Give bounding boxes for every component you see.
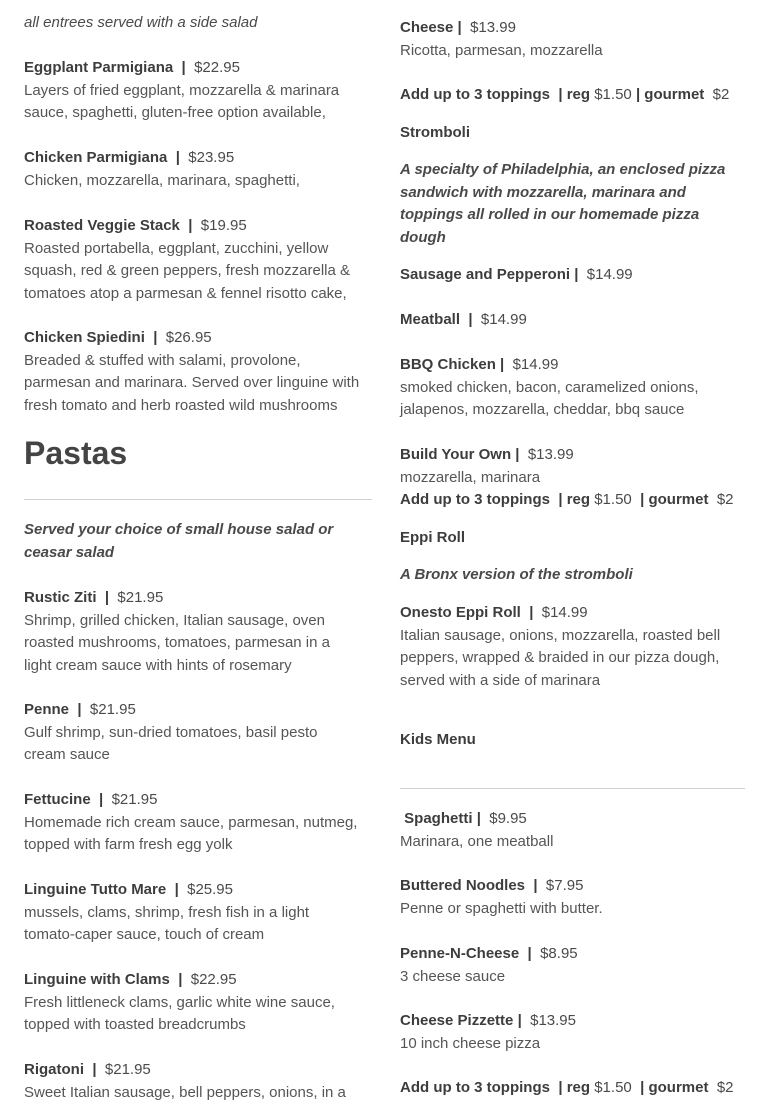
- item-name: Onesto Eppi Roll: [400, 604, 521, 621]
- item-desc-line: Marinara, one meatball: [400, 831, 745, 854]
- gourmet-price: $2: [713, 86, 730, 103]
- menu-item: [400, 17, 745, 62]
- menu-item: [400, 808, 745, 853]
- eppi-heading: Eppi Roll: [400, 527, 745, 550]
- item-name: Rigatoni: [24, 1061, 84, 1078]
- item-name: Penne: [24, 701, 69, 718]
- separator: |: [105, 589, 109, 606]
- item-name: Chicken Parmigiana: [24, 149, 167, 166]
- section-divider: [400, 788, 745, 789]
- item-desc-line: Sweet Italian sausage, bell peppers, onions, in a: [24, 1082, 372, 1104]
- separator: |: [533, 877, 537, 894]
- item-desc-line: Layers of fried eggplant, mozzarella & marinara: [24, 80, 372, 103]
- pastas-note: [24, 519, 372, 564]
- toppings-line: [400, 84, 745, 107]
- item-price: $7.95: [546, 877, 584, 894]
- item-name: Rustic Ziti: [24, 589, 97, 606]
- toppings-label: Add up to 3 toppings: [400, 1079, 550, 1096]
- menu-item: [24, 587, 372, 677]
- item-desc-line: topped with toasted breadcrumbs: [24, 1014, 372, 1037]
- separator: |: [458, 19, 462, 36]
- item-desc-line: Shrimp, grilled chicken, Italian sausage, oven: [24, 610, 372, 633]
- item-price: $9.95: [489, 810, 527, 827]
- item-name: Roasted Veggie Stack: [24, 217, 180, 234]
- item-desc-line: peppers, wrapped & braided in our pizza dough,: [400, 647, 745, 670]
- item-name: Eggplant Parmigiana: [24, 59, 173, 76]
- item-desc-line: Penne or spaghetti with butter.: [400, 898, 745, 921]
- separator: |: [92, 1061, 96, 1078]
- menu-item: [24, 1059, 372, 1104]
- item-name: Chicken Spiedini: [24, 329, 145, 346]
- gourmet-price: $2: [717, 491, 734, 508]
- item-desc-line: cream sauce: [24, 744, 372, 767]
- reg-price: $1.50: [594, 491, 632, 508]
- menu-item: [24, 789, 372, 857]
- menu-item: [24, 969, 372, 1037]
- item-desc-line: 10 inch cheese pizza: [400, 1033, 745, 1056]
- item-price: $14.99: [542, 604, 588, 621]
- item-price: $14.99: [587, 266, 633, 283]
- item-desc-line: mozzarella, marinara: [400, 467, 745, 490]
- separator: |: [477, 810, 481, 827]
- separator: |: [188, 217, 192, 234]
- item-price: $21.95: [105, 1061, 151, 1078]
- item-desc-line: Ricotta, parmesan, mozzarella: [400, 40, 745, 63]
- item-price: $14.99: [481, 311, 527, 328]
- separator: |: [77, 701, 81, 718]
- menu-item: [400, 943, 745, 988]
- item-price: $21.95: [112, 791, 158, 808]
- menu-item: [400, 354, 745, 422]
- reg-label: | reg: [558, 491, 590, 508]
- menu-item: [24, 215, 372, 305]
- item-desc-line: light cream sauce with hints of rosemary: [24, 655, 372, 678]
- item-desc-line: Breaded & stuffed with salami, provolone,: [24, 350, 372, 373]
- item-desc-line: Fresh littleneck clams, garlic white wine sauce,: [24, 992, 372, 1015]
- toppings-label: Add up to 3 toppings: [400, 491, 550, 508]
- item-name: Cheese: [400, 19, 453, 36]
- item-price: $21.95: [90, 701, 136, 718]
- entrees-intro: all entrees served with a side salad: [24, 12, 372, 35]
- menu-item: [24, 699, 372, 767]
- reg-label: | reg: [558, 1079, 590, 1096]
- item-price: $14.99: [513, 356, 559, 373]
- stromboli-note: [400, 159, 745, 249]
- gourmet-label: | gourmet: [640, 1079, 708, 1096]
- note-line: Served your choice of small house salad or: [24, 519, 372, 542]
- item-desc-line: Roasted portabella, eggplant, zucchini, yellow: [24, 238, 372, 261]
- gourmet-label: | gourmet: [640, 491, 708, 508]
- item-price: $22.95: [191, 971, 237, 988]
- separator: |: [518, 1012, 522, 1029]
- item-desc-line: parmesan and marinara. Served over linguine with: [24, 372, 372, 395]
- toppings-label: Add up to 3 toppings: [400, 86, 550, 103]
- pastas-heading: Pastas: [24, 433, 372, 473]
- item-name: Build Your Own: [400, 446, 511, 463]
- toppings-line: [400, 489, 745, 512]
- gourmet-label: | gourmet: [636, 86, 704, 103]
- item-desc-line: squash, red & green peppers, fresh mozzarella &: [24, 260, 372, 283]
- separator: |: [175, 881, 179, 898]
- item-price: $26.95: [166, 329, 212, 346]
- item-desc-line: served with a side of marinara: [400, 670, 745, 693]
- item-name: Sausage and Pepperoni: [400, 266, 570, 283]
- note-line: toppings all rolled in our homemade pizza: [400, 204, 745, 227]
- reg-price: $1.50: [594, 1079, 632, 1096]
- item-price: $22.95: [194, 59, 240, 76]
- menu-item: [24, 879, 372, 947]
- kids-heading: Kids Menu: [400, 729, 745, 752]
- menu-item: [400, 1010, 745, 1055]
- item-price: $21.95: [117, 589, 163, 606]
- separator: |: [178, 971, 182, 988]
- item-desc-line: fresh tomato and herb roasted wild mushrooms: [24, 395, 372, 418]
- separator: |: [99, 791, 103, 808]
- item-desc-line: roasted mushrooms, tomatoes, parmesan in a: [24, 632, 372, 655]
- note-line: ceasar salad: [24, 542, 372, 565]
- menu-item: [400, 264, 745, 287]
- item-desc-line: jalapenos, mozzarella, cheddar, bbq sauce: [400, 399, 745, 422]
- item-desc-line: topped with farm fresh egg yolk: [24, 834, 372, 857]
- item-desc-line: tomatoes atop a parmesan & fennel risotto cake,: [24, 283, 372, 306]
- menu-item: [24, 147, 372, 192]
- item-desc-line: tomato-caper sauce, touch of cream: [24, 924, 372, 947]
- item-desc-line: mussels, clams, shrimp, fresh fish in a light: [24, 902, 372, 925]
- separator: |: [468, 311, 472, 328]
- menu-item: [400, 602, 745, 692]
- menu-item: [24, 327, 372, 417]
- item-price: $19.95: [201, 217, 247, 234]
- item-price: $13.99: [470, 19, 516, 36]
- eppi-note: A Bronx version of the stromboli: [400, 564, 745, 587]
- stromboli-heading: Stromboli: [400, 122, 745, 145]
- note-line: sandwich with mozzarella, marinara and: [400, 182, 745, 205]
- item-desc-line: sauce, spaghetti, gluten-free option available,: [24, 102, 372, 125]
- note-line: A specialty of Philadelphia, an enclosed pizza: [400, 159, 745, 182]
- item-name: Buttered Noodles: [400, 877, 525, 894]
- item-name: Linguine with Clams: [24, 971, 170, 988]
- menu-item: [400, 875, 745, 920]
- menu-item: [400, 444, 745, 489]
- item-price: $25.95: [187, 881, 233, 898]
- item-name: Cheese Pizzette: [400, 1012, 513, 1029]
- item-desc-line: smoked chicken, bacon, caramelized onions,: [400, 377, 745, 400]
- item-name: Linguine Tutto Mare: [24, 881, 166, 898]
- separator: |: [176, 149, 180, 166]
- gourmet-price: $2: [717, 1079, 734, 1096]
- item-name: Spaghetti: [404, 810, 472, 827]
- reg-label: | reg: [558, 86, 590, 103]
- item-price: $13.95: [530, 1012, 576, 1029]
- separator: |: [529, 604, 533, 621]
- toppings-line: [400, 1077, 745, 1100]
- separator: |: [515, 446, 519, 463]
- item-desc-line: 3 cheese sauce: [400, 966, 745, 989]
- separator: |: [500, 356, 504, 373]
- item-price: $13.99: [528, 446, 574, 463]
- item-name: Fettucine: [24, 791, 91, 808]
- item-name: BBQ Chicken: [400, 356, 496, 373]
- item-desc-line: Italian sausage, onions, mozzarella, roasted bell: [400, 625, 745, 648]
- item-desc-line: Homemade rich cream sauce, parmesan, nutmeg,: [24, 812, 372, 835]
- item-name: Penne-N-Cheese: [400, 945, 519, 962]
- reg-price: $1.50: [594, 86, 632, 103]
- menu-item: [24, 57, 372, 125]
- item-price: $23.95: [188, 149, 234, 166]
- item-desc-line: Chicken, mozzarella, marinara, spaghetti,: [24, 170, 372, 193]
- separator: |: [182, 59, 186, 76]
- item-name: Meatball: [400, 311, 460, 328]
- menu-item: [400, 309, 745, 332]
- separator: |: [153, 329, 157, 346]
- item-price: $8.95: [540, 945, 578, 962]
- separator: |: [528, 945, 532, 962]
- note-line: dough: [400, 227, 745, 250]
- separator: |: [574, 266, 578, 283]
- item-desc-line: Gulf shrimp, sun-dried tomatoes, basil pesto: [24, 722, 372, 745]
- section-divider: [24, 499, 372, 500]
